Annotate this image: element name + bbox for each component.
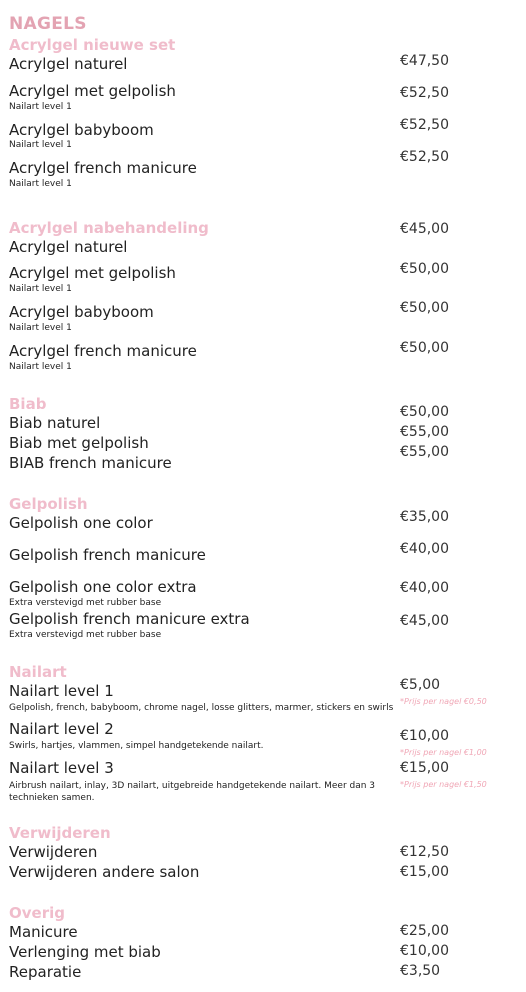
- menu-item-price: €35,00: [400, 509, 449, 525]
- menu-item-price: €52,50: [400, 149, 449, 165]
- menu-item-label: Verlenging met biab: [9, 943, 161, 961]
- page-title: NAGELS: [9, 14, 87, 34]
- menu-item-label: Acrylgel babyboom: [9, 121, 154, 139]
- menu-item-note: Nailart level 1: [9, 102, 72, 112]
- section-heading: Acrylgel nabehandeling: [9, 219, 209, 237]
- menu-item-price: €45,00: [400, 613, 449, 629]
- menu-item-price: €50,00: [400, 404, 449, 420]
- menu-item-label: Acrylgel naturel: [9, 238, 128, 256]
- menu-item-label: Gelpolish one color: [9, 514, 153, 532]
- menu-item-price: €50,00: [400, 300, 449, 316]
- menu-item-note: Nailart level 1: [9, 179, 72, 189]
- menu-item-price: €52,50: [400, 85, 449, 101]
- menu-item-price: €3,50: [400, 963, 441, 979]
- menu-item-price: €40,00: [400, 541, 449, 557]
- menu-item-label: Acrylgel naturel: [9, 55, 128, 73]
- per-nail-price: *Prijs per nagel €1,50: [400, 780, 487, 789]
- menu-item-note: Gelpolish, french, babyboom, chrome nagel, losse glitters, marmer, stickers en swirls: [9, 703, 394, 713]
- menu-item-price: €40,00: [400, 580, 449, 596]
- menu-item-price: €45,00: [400, 221, 449, 237]
- menu-item-price: €55,00: [400, 444, 449, 460]
- menu-item-price: €52,50: [400, 117, 449, 133]
- menu-item-label: Reparatie: [9, 963, 82, 981]
- section-heading: Verwijderen: [9, 824, 111, 842]
- menu-item-label: Acrylgel met gelpolish: [9, 264, 176, 282]
- section-heading: Acrylgel nieuwe set: [9, 36, 176, 54]
- menu-item-price: €5,00: [400, 677, 441, 693]
- menu-item-note: Nailart level 1: [9, 140, 72, 150]
- section-heading: Biab: [9, 395, 47, 413]
- menu-item-label: Gelpolish french manicure extra: [9, 610, 250, 628]
- menu-item-price: €15,00: [400, 864, 449, 880]
- menu-item-label: Acrylgel met gelpolish: [9, 82, 176, 100]
- menu-item-note: Airbrush nailart, inlay, 3D nailart, uitgebreide handgetekende nailart. Meer dan 3 technieken samen.: [9, 781, 376, 803]
- section-heading: Overig: [9, 904, 65, 922]
- menu-item-label: Acrylgel babyboom: [9, 303, 154, 321]
- menu-item-price: €10,00: [400, 728, 449, 744]
- menu-item-price: €15,00: [400, 760, 449, 776]
- section-heading: Gelpolish: [9, 495, 88, 513]
- menu-item-label: Acrylgel french manicure: [9, 159, 197, 177]
- menu-item-note: Extra verstevigd met rubber base: [9, 630, 162, 640]
- menu-item-label: Acrylgel french manicure: [9, 342, 197, 360]
- menu-item-label: BIAB french manicure: [9, 454, 172, 472]
- menu-item-price: €50,00: [400, 340, 449, 356]
- per-nail-price: *Prijs per nagel €0,50: [400, 697, 487, 706]
- menu-item-label: Nailart level 1: [9, 682, 114, 700]
- menu-item-note: Nailart level 1: [9, 362, 72, 372]
- menu-item-label: Verwijderen: [9, 843, 98, 861]
- menu-item-price: €55,00: [400, 424, 449, 440]
- menu-item-label: Nailart level 3: [9, 759, 114, 777]
- menu-item-note: Nailart level 1: [9, 323, 72, 333]
- section-heading: Nailart: [9, 663, 67, 681]
- menu-item-label: Biab met gelpolish: [9, 434, 149, 452]
- menu-item-note: Nailart level 1: [9, 284, 72, 294]
- menu-item-price: €47,50: [400, 53, 449, 69]
- menu-item-label: Gelpolish french manicure: [9, 546, 206, 564]
- menu-item-price: €25,00: [400, 923, 449, 939]
- menu-item-note: Swirls, hartjes, vlammen, simpel handgetekende nailart.: [9, 741, 264, 751]
- menu-item-label: Manicure: [9, 923, 78, 941]
- menu-item-label: Verwijderen andere salon: [9, 863, 200, 881]
- menu-item-price: €10,00: [400, 943, 449, 959]
- menu-item-label: Nailart level 2: [9, 720, 114, 738]
- menu-item-note: Extra verstevigd met rubber base: [9, 598, 162, 608]
- menu-item-price: €50,00: [400, 261, 449, 277]
- menu-item-price: €12,50: [400, 844, 449, 860]
- per-nail-price: *Prijs per nagel €1,00: [400, 748, 487, 757]
- menu-item-label: Biab naturel: [9, 414, 101, 432]
- menu-item-label: Gelpolish one color extra: [9, 578, 197, 596]
